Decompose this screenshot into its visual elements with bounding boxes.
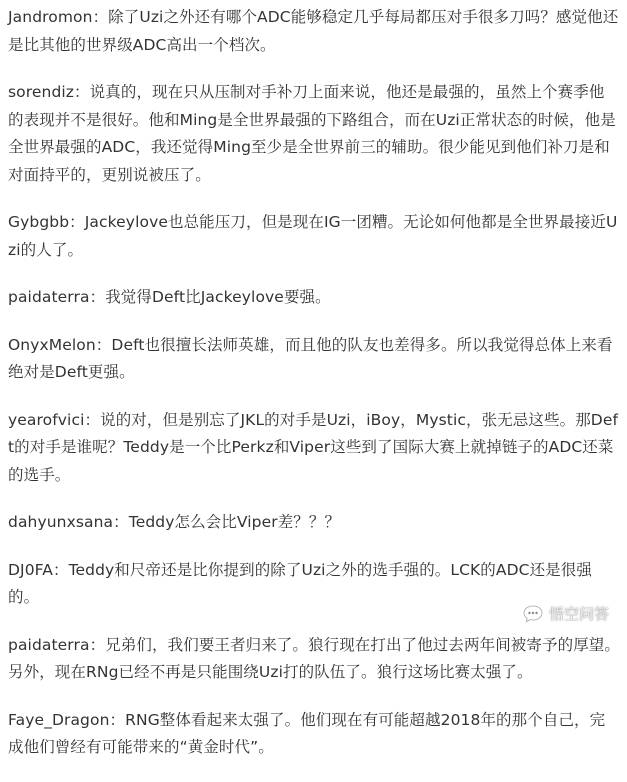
- comment-text: Jackeylove也总能压刀，但是现在IG一团糟。无论如何他都是全世界最接近Uzi的人了。: [8, 213, 618, 259]
- chat-bubble-icon: [523, 605, 543, 623]
- comment-item: [8, 332, 620, 387]
- comment-item: [8, 707, 620, 762]
- comment-separator: ：: [89, 635, 106, 654]
- comment-item: [8, 407, 620, 490]
- comment-item: [8, 284, 620, 312]
- comment-separator: ：: [74, 83, 90, 101]
- comment-text: Deft也很擅长法师英雄，而且他的队友也差得多。所以我觉得总体上来看绝对是Deft更强。: [8, 335, 613, 381]
- comment-separator: ：: [95, 335, 112, 354]
- comment-text: 除了Uzi之外还有哪个ADC能够稳定几乎每局都压对手很多刀吗？感觉他还是比其他的世界级ADC高出一个档次。: [8, 8, 619, 54]
- comment-separator: ：: [89, 288, 106, 306]
- comment-username: dahyunxsana: [8, 513, 114, 531]
- comment-username: OnyxMelon: [8, 335, 96, 354]
- comment-list: [8, 4, 620, 782]
- comment-username: yearofvici: [8, 410, 85, 429]
- comment-separator: ：: [92, 8, 109, 26]
- comment-username: sorendiz: [8, 83, 75, 101]
- comment-separator: ：: [84, 410, 101, 429]
- comment-separator: ：: [52, 560, 69, 579]
- comment-item: [8, 4, 620, 59]
- comment-separator: ：: [69, 213, 85, 231]
- watermark-text: 悟空问答: [548, 605, 609, 623]
- comment-username: Gybgbb: [8, 213, 70, 231]
- comment-text: 兄弟们，我们要王者归来了。狼行现在打出了他过去两年间被寄予的厚望。另外，现在RNg已经不再是只能围绕Uzi打的队伍了。狼行这场比赛太强了。: [8, 635, 620, 681]
- comment-text: Teddy和尺帝还是比你提到的除了Uzi之外的选手强的。LCK的ADC还是很强的。: [8, 560, 592, 606]
- comment-username: paidaterra: [8, 635, 90, 654]
- comment-username: paidaterra: [8, 288, 90, 306]
- comment-item: [8, 209, 620, 264]
- comment-text: 说真的，现在只从压制对手补刀上面来说，他还是最强的，虽然上个赛季他的表现并不是很好。他和Ming是全世界最强的下路组合，而在Uzi正常状态的时候，他是全世界最强的ADC，我还觉得Ming至少是全世界前三的辅助。很少能见到他们补刀是和对面持平的，更别说被压了。: [8, 83, 616, 184]
- comment-username: DJ0FA: [8, 560, 53, 579]
- comment-text: 说的对，但是别忘了JKL的对手是Uzi，iBoy，Mystic，张无忌这些。那Deft的对手是谁呢？Teddy是一个比Perkz和Viper这些到了国际大赛上就掉链子的ADC还菜的选手。: [8, 410, 619, 484]
- comment-item: [8, 632, 620, 687]
- comment-text: RNG整体看起来太强了。他们现在有可能超越2018年的那个自己，完成他们曾经有可能带来的“黄金时代”。: [8, 710, 606, 756]
- comment-item: [8, 79, 620, 189]
- comment-text: Teddy怎么会比Viper差？？？: [128, 513, 341, 531]
- watermark: [523, 603, 609, 624]
- comment-username: Faye_Dragon: [8, 710, 110, 729]
- comment-separator: ：: [109, 710, 126, 729]
- comment-separator: ：: [113, 513, 129, 531]
- comment-username: Jandromon: [8, 8, 93, 26]
- comment-text: 我觉得Deft比Jackeylove要强。: [105, 288, 331, 306]
- comment-item: [8, 509, 620, 537]
